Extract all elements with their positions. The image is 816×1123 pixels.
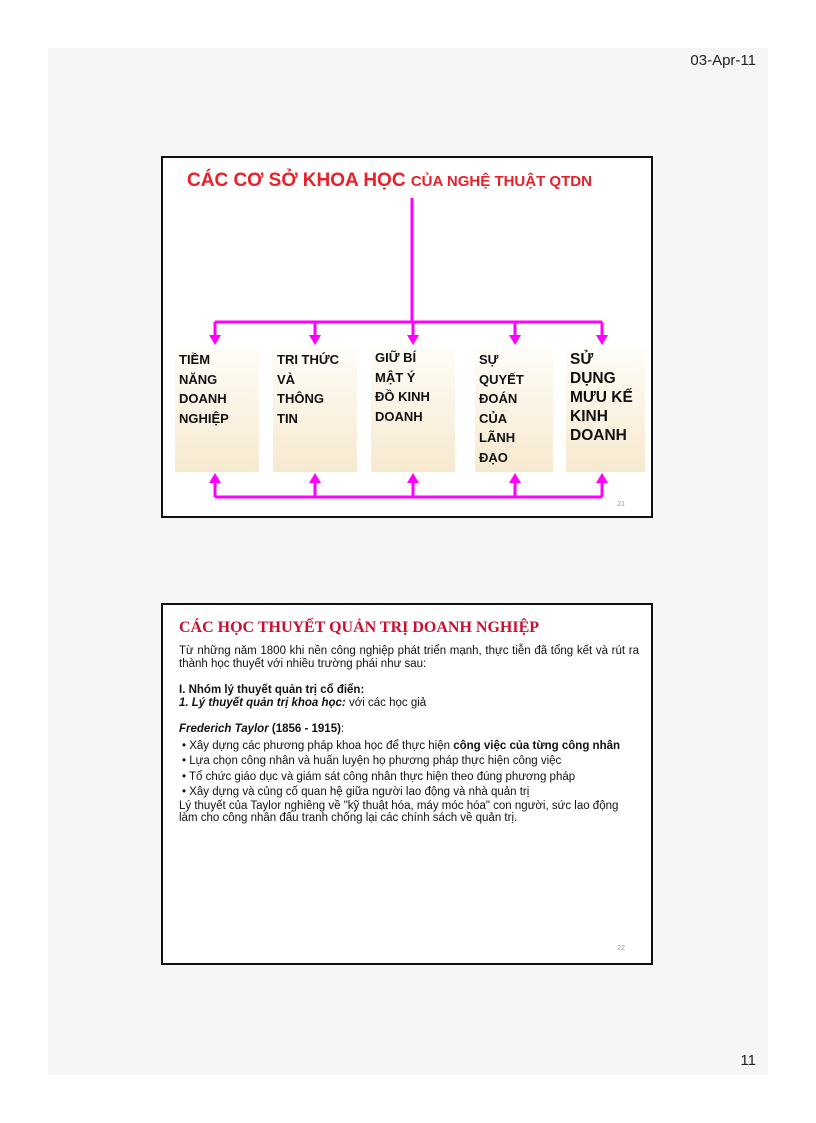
box4-line: ĐẠO — [479, 449, 508, 465]
box4-line: QUYẾT — [479, 371, 524, 387]
section-heading-text: I. Nhóm lý thuyết quản trị cổ điển: — [179, 684, 365, 696]
slide1-title-part1: CÁC CƠ SỞ KHOA HỌC — [187, 170, 411, 191]
box5-line: MƯU KẾ — [570, 389, 633, 406]
box2-line: TRI THỨC — [277, 352, 340, 367]
slide2-title: CÁC HỌC THUYẾT QUẢN TRỊ DOANH NGHIỆP — [179, 619, 540, 636]
box-giu-bi-mat — [371, 348, 455, 472]
bullet-item: • Tổ chức giáo dục và giám sát công nhân thực hiện theo đúng phương pháp — [182, 770, 576, 783]
page-number: 11 — [740, 1052, 756, 1069]
box5-line: DOANH — [570, 427, 627, 444]
box-su-dung-muu-ke — [566, 348, 645, 472]
arrow-up-4 — [509, 473, 521, 483]
slide-number: 21 — [617, 501, 625, 508]
arrow-up-2 — [309, 473, 321, 483]
box3-line: ĐỒ KINH — [375, 389, 430, 404]
box-su-quyet-doan — [475, 348, 553, 472]
bullet-item: • Lựa chọn công nhân và huấn luyện họ phương pháp thực hiện công việc — [182, 755, 562, 767]
box4-line: CỦA — [479, 410, 508, 426]
arrow-down-4 — [509, 335, 521, 345]
box3-line: GIỮ BÍ — [375, 350, 417, 365]
bullet-item: • Xây dựng và củng cố quan hệ giữa người lao động và nhà quản trị — [182, 786, 530, 798]
bullet1-text: • Xây dựng các phương pháp khoa học để thực hiện — [182, 739, 454, 752]
box-tiem-nang — [175, 348, 259, 472]
box1-line: NGHIỆP — [179, 410, 229, 426]
box2-line: THÔNG — [277, 391, 324, 406]
arrow-down-1 — [209, 335, 221, 345]
box5-line: KINH — [570, 408, 608, 425]
subsection-heading — [179, 697, 639, 710]
person-colon: : — [340, 723, 345, 735]
bullet-item — [179, 740, 639, 753]
person-name: Frederich Taylor — [179, 723, 269, 735]
subsection-rest: với các học giả — [345, 696, 427, 709]
arrow-down-2 — [309, 335, 321, 345]
subsection-label: 1. Lý thuyết quản trị khoa học: — [179, 696, 346, 709]
slide-22 — [161, 603, 653, 965]
box1-line: TIỀM — [179, 352, 211, 367]
slide-number: 22 — [617, 945, 625, 952]
box4-line: SỰ — [479, 352, 499, 367]
box3-line: DOANH — [375, 408, 423, 424]
intro-paragraph: Từ những năm 1800 khi nền công nghiệp phát triển mạnh, thực tiễn đã tổng kết và rút ra thành học thuyết với nhiều trường phái như sau: — [179, 645, 639, 670]
box5-line: SỬ — [570, 351, 594, 368]
arrow-up-1 — [209, 473, 221, 483]
section-heading — [179, 684, 639, 697]
box4-line: ĐOÁN — [479, 391, 518, 406]
box-tri-thuc — [273, 348, 357, 472]
box5-line: DỤNG — [570, 370, 616, 387]
box2-line: TIN — [277, 410, 298, 426]
box2-line: VÀ — [277, 371, 296, 387]
slide-21 — [161, 156, 653, 518]
person-years: (1856 - 1915) — [268, 723, 341, 735]
slide2-body — [179, 645, 639, 825]
bullet1-bold: công việc của từng công nhân — [453, 739, 621, 752]
box3-line: MẬT Ý — [375, 369, 416, 385]
header-date: 03-Apr-11 — [690, 52, 756, 69]
box1-line: NĂNG — [179, 371, 218, 387]
slide1-title-part2: CỦA NGHỆ THUẬT QTDN — [410, 173, 592, 190]
person-line — [179, 723, 639, 736]
arrow-down-3 — [407, 335, 419, 345]
box1-line: DOANH — [179, 391, 227, 406]
conclusion-paragraph: Lý thuyết của Taylor nghiêng về "kỹ thuật hóa, máy móc hóa" con người, sức lao động làm cho công nhân đấu tranh chống lại các chính sách về quản trị. — [179, 799, 619, 824]
box4-line: LÃNH — [479, 430, 516, 445]
arrow-up-3 — [407, 473, 419, 483]
arrow-up-5 — [596, 473, 608, 483]
arrow-down-5 — [596, 335, 608, 345]
